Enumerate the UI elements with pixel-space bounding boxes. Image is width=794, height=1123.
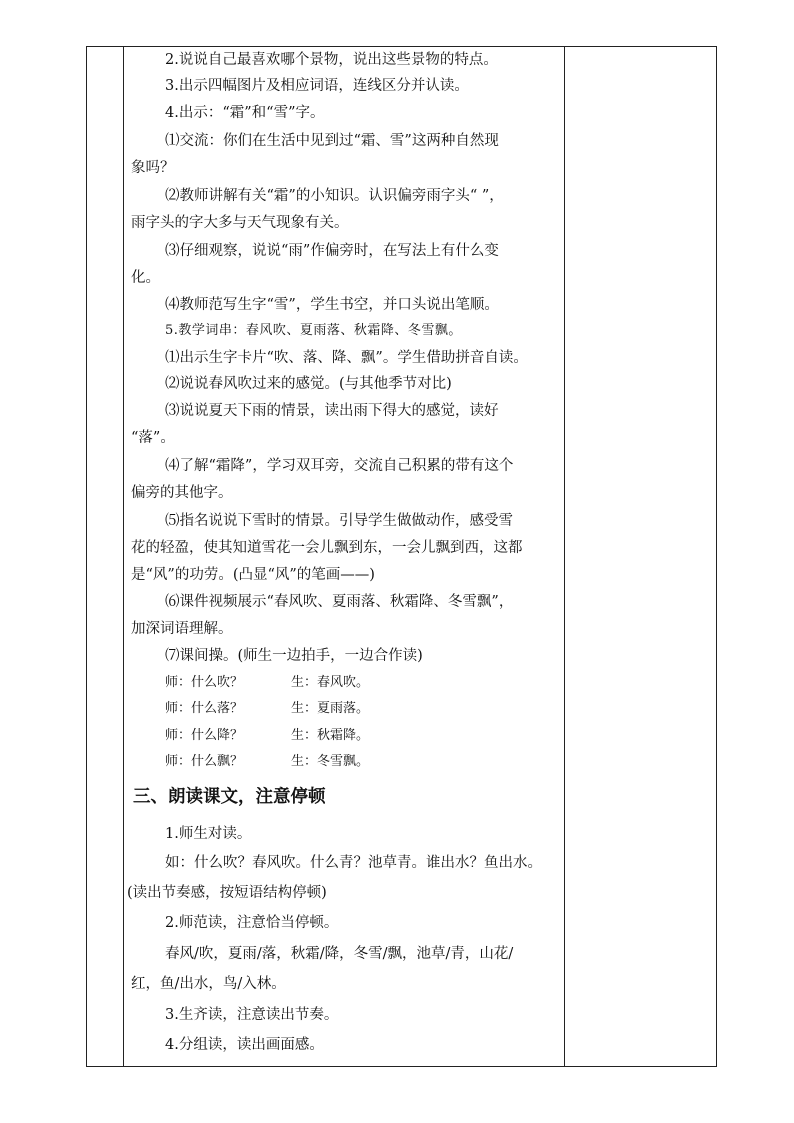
- text-line: 春风/吹，夏雨/落，秋霜/降，冬雪/飘，池草/青，山花/: [165, 946, 514, 962]
- text-line: ⑴交流：你们在生活中见到过“霜、雪”这两种自然现: [165, 133, 499, 149]
- dialogue-student: 生：冬雪飘。: [291, 754, 370, 769]
- text-line: 花的轻盈，使其知道雪花一会儿飘到东，一会儿飘到西，这都: [131, 540, 523, 556]
- text-line: 1.师生对读。: [165, 826, 252, 842]
- text-line: ⑵说说春风吹过来的感觉。(与其他季节对比): [165, 376, 452, 392]
- text-line: 如：什么吹？春风吹。什么青？池草青。谁出水？鱼出水。: [165, 855, 542, 871]
- text-line: ⑷教师范写生字“雪”，学生书空，并口头说出笔顺。: [165, 297, 499, 313]
- text-line: 3.出示四幅图片及相应词语，连线区分并认读。: [165, 78, 469, 94]
- text-line: 4.分组读，读出画面感。: [165, 1037, 324, 1053]
- text-line: 加深词语理解。: [131, 621, 233, 637]
- lesson-table: [86, 46, 717, 1067]
- dialogue-teacher: 师：什么降？: [165, 728, 244, 743]
- text-line: 偏旁的其他字。: [131, 485, 233, 501]
- text-line: 4.出示：“霜”和“雪”字。: [165, 105, 325, 121]
- text-line: ⑸指名说说下雪时的情景。引导学生做做动作，感受雪: [165, 513, 513, 529]
- text-line: 3.生齐读，注意读出节奏。: [165, 1007, 339, 1023]
- text-line: ⑶说说夏天下雨的情景，读出雨下得大的感觉，读好: [165, 403, 499, 419]
- column-divider-right: [564, 47, 565, 1066]
- section-heading: 三、朗读课文，注意停顿: [133, 787, 326, 807]
- dialogue-student: 生：夏雨落。: [291, 701, 370, 716]
- text-line: 化。: [131, 270, 160, 286]
- text-line: 2.说说自己最喜欢哪个景物，说出这些景物的特点。: [165, 52, 498, 68]
- dialogue-teacher: 师：什么落？: [165, 701, 244, 716]
- dialogue-student: 生：秋霜降。: [291, 728, 370, 743]
- text-line: ⑹课件视频展示“春风吹、夏雨落、秋霜降、冬雪飘”，: [165, 594, 514, 610]
- text-line: ⑴出示生字卡片“吹、落、降、飘”。学生借助拼音自读。: [165, 350, 528, 366]
- text-line: “落”。: [131, 430, 175, 446]
- text-line: ⑺课间操。(师生一边拍手，一边合作读): [165, 648, 423, 664]
- dialogue-teacher: 师：什么飘？: [165, 754, 244, 769]
- dialogue-teacher: 师：什么吹？: [165, 675, 244, 690]
- text-line: ⑷了解“霜降”，学习双耳旁，交流自己积累的带有这个: [165, 458, 514, 474]
- text-line: 红，鱼/出水，鸟/入林。: [131, 976, 286, 992]
- text-line: ⑶仔细观察，说说“雨”作偏旁时，在写法上有什么变: [165, 243, 499, 259]
- text-line: 是“风”的功劳。(凸显“风”的笔画——): [131, 567, 375, 583]
- column-divider-left: [123, 47, 124, 1066]
- text-line: 2.师范读，注意恰当停顿。: [165, 915, 339, 931]
- text-line: 象吗？: [131, 160, 175, 176]
- dialogue-student: 生：春风吹。: [291, 675, 370, 690]
- text-line: (读出节奏感，按短语结构停顿): [127, 885, 327, 901]
- text-line: 雨字头的字大多与天气现象有关。: [131, 215, 349, 231]
- text-line: ⑵教师讲解有关“霜”的小知识。认识偏旁雨字头“ ”，: [165, 188, 504, 204]
- text-line: 5.教学词串：春风吹、夏雨落、秋霜降、冬雪飘。: [165, 323, 462, 338]
